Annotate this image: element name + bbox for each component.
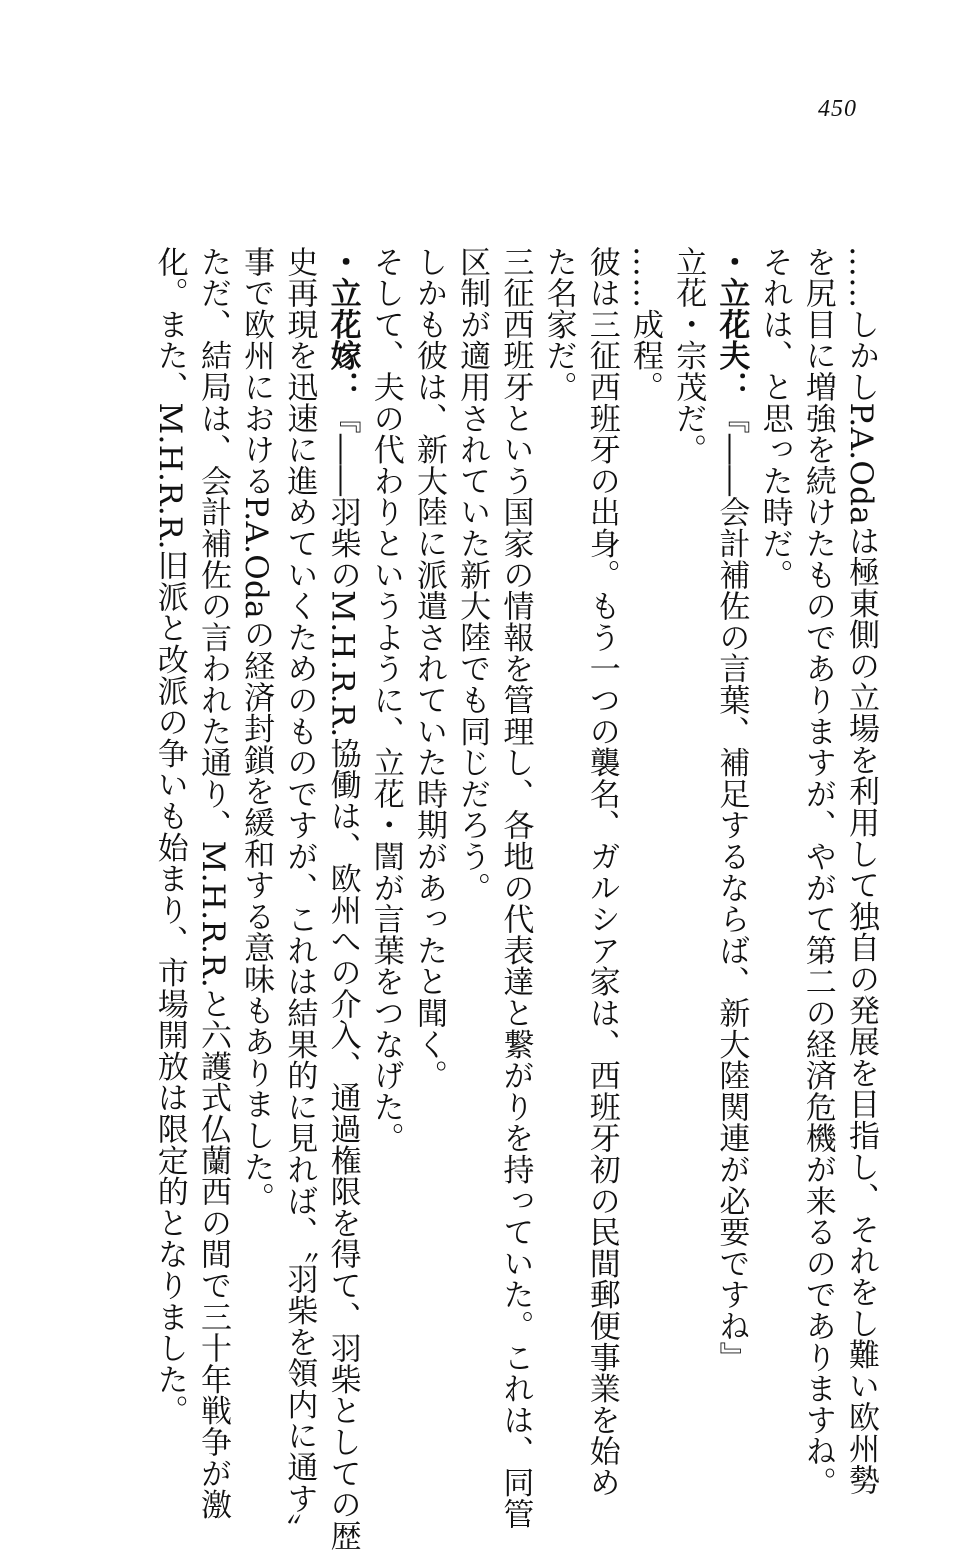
- dialogue-text: 『――会計補佐の言葉、補足するならば、新大陸関連が必要ですね』: [713, 403, 749, 1373]
- text-line-9: 三征西班牙という国家の情報を管理し、各地の代表達と繋がりを持っていた。これは、同管: [493, 246, 536, 1326]
- page-number: 450: [818, 96, 857, 123]
- text-line-12: そして、夫の代わりというように、立花・誾が言葉をつなげた。: [364, 246, 407, 1326]
- text-line-6: ……成程。: [623, 246, 666, 1326]
- text-line-17: 化。また、M.H.R.R.旧派と改派の争いも始まり、市場開放は限定的となりました。: [148, 246, 191, 1326]
- vertical-body-text: [42, 246, 882, 1326]
- text-line-15: 事で欧州におけるP.A.Odaの経済封鎖を緩和する意味もありました。: [234, 246, 277, 1326]
- text-line-1: ……しかしP.A.Odaは極東側の立場を利用して独自の発展を目指し、それをし難い欧州勢: [839, 246, 882, 1326]
- text-line-10: 区制が適用されていた新大陸でも同じだろう。: [450, 246, 493, 1326]
- text-line-14: 史再現を迅速に進めていくためのものですが、これは結果的に見れば、〝羽柴を領内に通す〟: [277, 246, 320, 1326]
- speaker-label: ・立花嫁：: [325, 246, 361, 403]
- text-line-7: 彼は三征西班牙の出身。もう一つの襲名、ガルシア家は、西班牙初の民間郵便事業を始め: [580, 246, 623, 1326]
- dialogue-line-13: [320, 246, 363, 1326]
- dialogue-text: 『――羽柴のM.H.R.R.協働は、欧州への介入、通過権限を得て、羽柴としての歴: [325, 403, 361, 1551]
- dialogue-line-4: [709, 246, 752, 1326]
- text-line-8: た名家だ。: [536, 246, 579, 1326]
- text-line-3: それは、と思った時だ。: [752, 246, 795, 1326]
- text-line-5: 立花・宗茂だ。: [666, 246, 709, 1326]
- text-line-11: しかも彼は、新大陸に派遣されていた時期があったと聞く。: [407, 246, 450, 1326]
- speaker-label: ・立花夫：: [713, 246, 749, 403]
- text-line-16: ただ、結局は、会計補佐の言われた通り、M.H.R.R.と六護式仏蘭西の間で三十年戦争が激: [191, 246, 234, 1326]
- text-line-2: を尻目に増強を続けたものでありますが、やがて第二の経済危機が来るのでありますね。: [796, 246, 839, 1326]
